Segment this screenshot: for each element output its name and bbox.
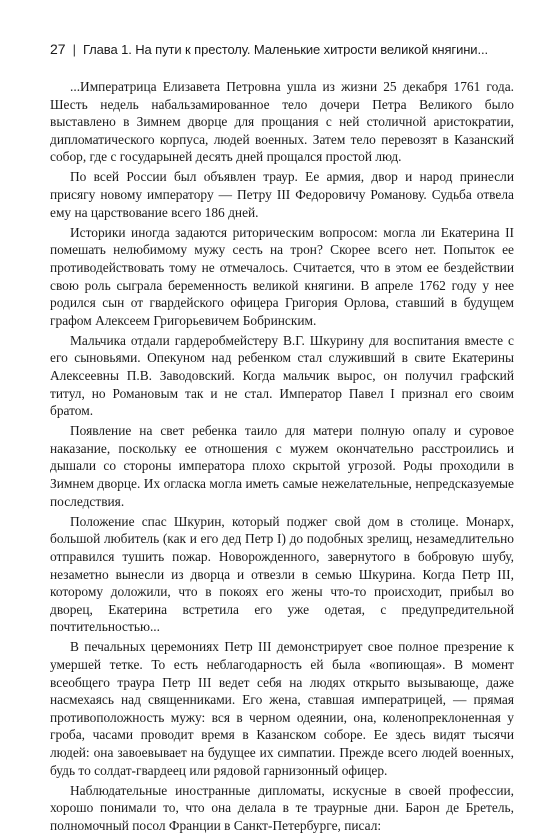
paragraph: Появление на свет ребенка таило для матери полную опалу и суровое наказание, поскольку ее отношения с мужем окончательно расстроились и дышали со стороны императора плохо скрытой угрозой. Роды проходили в Зимнем дворце. Их огласка могла иметь самые нежелательные, непредсказуемые последствия.: [50, 423, 514, 509]
page-body: [50, 78, 514, 837]
paragraph: Мальчика отдали гардеробмейстеру В.Г. Шкурину для воспитания вместе с его сыновьями. Опекуном над ребенком стал служивший в свите Екатерины Алексеевны П.В. Заводовский. Когда мальчик вырос, он получил графский титул, но Романовым так и не стал. Император Павел I признал его своим братом.: [50, 332, 514, 419]
paragraph: Положение спас Шкурин, который поджег свой дом в столице. Монарх, большой любитель (как и его дед Петр I) до подобных зрелищ, незамедлительно отправился тушить пожар. Новорожденного, завернутого в бобровую шубу, незаметно вынесли из дворца и отвезли в семью Шкурина. Когда Петр III, которому доложили, что в покоях его жены что-то происходит, прибыл во дворец, Екатерина встретила его уже одетая, с предупредительной почтительностью...: [50, 513, 514, 635]
paragraph: Наблюдательные иностранные дипломаты, искусные в своей профессии, хорошо понимали то, что она делала в те траурные дни. Барон де Бретель, полномочный посол Франции в Санкт-Петербурге, писал:: [50, 782, 514, 833]
paragraph: По всей России был объявлен траур. Ее армия, двор и народ принесли присягу новому императору — Петру III Федоровичу Романову. Судьба отвела ему на царствование всего 186 дней.: [50, 169, 514, 220]
paragraph: ...Императрица Елизавета Петровна ушла из жизни 25 декабря 1761 года. Шесть недель набальзамированное тело дочери Петра Великого было выставлено в Зимнем дворце для прощания с ней столичной аристократии, дипломатического корпуса, людей военных. Затем тело перевозят в Казанский собор, где с государыней десять дней прощался простой люд.: [50, 79, 514, 165]
page-number: 27: [50, 41, 66, 57]
header-separator: |: [72, 42, 76, 57]
running-title: Глава 1. На пути к престолу. Маленькие хитрости великой княгини...: [82, 42, 489, 57]
paragraph: В печальных церемониях Петр III демонстрирует свое полное презрение к умершей тетке. То есть неблагодарность ей была «вопиющая». В момент всеобщего траура Петр III ведет себя на людях открыто вызывающе, даже насмехаясь над священниками. Его жена, ставшая императрицей, — прямая противоположность мужу: вся в черном одеянии, она, коленопреклоненная у гроба, часами проводит время в Казанском соборе. Ее здесь видят тысячи людей: она завоевывает на будущее их симпатии. Прежде всего людей военных, будь то солдат-гвардеец или рядовой гарнизонный офицер.: [50, 639, 514, 778]
paragraph: Историки иногда задаются риторическим вопросом: могла ли Екатерина II помешать нелюбимому мужу сесть на трон? Скорее всего нет. Попыток ее противодействовать тому не отмечалось. Считается, что в этом ее бездействии свою роль сыграла беременность великой княгини. В апреле 1762 году у нее родился сын от гвардейского офицера Григория Орлова, ставший в будущем графом Алексеем Григорьевичем Бобринским.: [50, 224, 514, 328]
running-header: [50, 39, 510, 59]
